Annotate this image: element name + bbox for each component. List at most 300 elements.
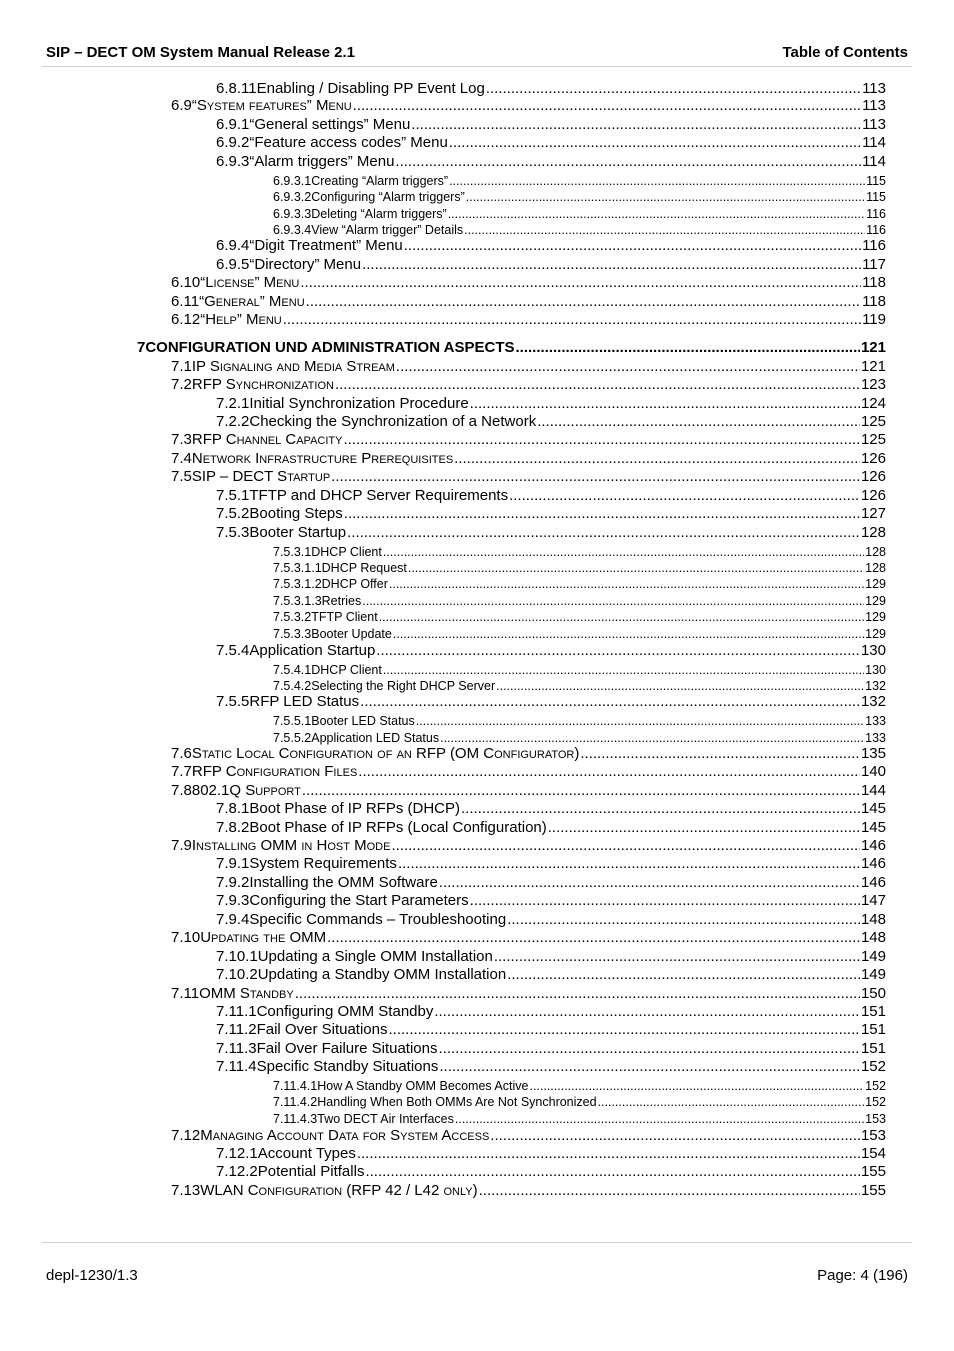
toc-leader-dots [434,1003,860,1020]
toc-leader-dots [393,627,864,641]
toc-entry-number: 7.5 [171,468,192,485]
toc-entry[interactable] [216,505,886,522]
toc-entry-title: CONFIGURATION UND ADMINISTRATION ASPECTS [145,339,515,356]
toc-entry-number: 7.11.4.3 [273,1111,318,1126]
toc-entry-number: 7.5.4 [216,642,250,659]
toc-entry-page: 149 [860,966,886,983]
toc-entry[interactable] [216,1163,886,1180]
toc-leader-dots [461,800,860,817]
toc-entry[interactable] [216,892,886,909]
toc-entry-title: Booter Startup [249,524,347,541]
toc-entry-number: 6.9.4 [216,237,250,254]
toc-entry-title: Network Infrastructure Prerequisites [191,450,454,467]
toc-entry[interactable] [216,256,886,273]
toc-leader-dots [439,1040,860,1057]
toc-entry-title: TFTP Client [311,609,378,624]
toc-entry-number: 7.6 [171,745,192,762]
toc-entry[interactable] [273,207,886,221]
toc-entry-title: Application Startup [249,642,376,659]
toc-entry-title: DHCP Offer [321,576,388,591]
toc-entry-page: 116 [862,237,886,254]
toc-entry-page: 128 [860,524,886,541]
toc-entry-number: 6.9.3.4 [273,222,312,237]
toc-entry-page: 146 [860,874,886,891]
toc-entry-title: Booting Steps [249,505,343,522]
toc-leader-dots [357,1145,860,1162]
toc-entry[interactable] [216,874,886,891]
toc-leader-dots [470,395,860,412]
toc-entry-page: 126 [860,468,886,485]
toc-entry-title: Configuring “Alarm triggers” [311,189,465,204]
toc-entry-number: 7.13 [171,1182,201,1199]
toc-leader-dots [507,911,860,928]
toc-entry-number: 7.5.4.1 [273,662,312,677]
toc-leader-dots [479,1182,860,1199]
toc-entry-page: 153 [860,1127,886,1144]
footer-divider [42,1242,912,1243]
toc-entry[interactable] [216,134,886,151]
toc-entry-page: 140 [860,763,886,780]
toc-entry-number: 7.5.1 [216,487,250,504]
toc-entry[interactable] [273,610,886,624]
toc-entry-page: 129 [865,609,886,624]
toc-leader-dots [395,153,861,170]
toc-entry-title: Updating a Standby OMM Installation [257,966,507,983]
toc-entry-page: 124 [860,395,886,412]
toc-entry-number: 7.5.5.1 [273,713,312,728]
toc-entry[interactable] [171,311,886,328]
toc-entry-title: “Digit Treatment” Menu [249,237,403,254]
toc-entry[interactable] [171,450,886,467]
toc-entry-number: 6.11 [171,293,200,310]
toc-entry-title: “Alarm triggers” Menu [249,153,395,170]
toc-entry-title: Potential Pitfalls [257,1163,365,1180]
toc-entry-page: 117 [862,256,886,273]
toc-entry-page: 114 [862,153,886,170]
toc-entry-number: 7.9.3 [216,892,250,909]
toc-entry-title: “General” Menu [199,293,305,310]
toc-entry[interactable] [216,855,886,872]
toc-entry[interactable] [216,237,886,254]
toc-entry-page: 154 [860,1145,886,1162]
toc-entry-page: 115 [866,189,886,204]
toc-entry-number: 6.9.1 [216,116,250,133]
toc-entry-page: 153 [865,1111,886,1126]
toc-entry-page: 113 [862,97,886,114]
toc-entry-number: 7.2 [171,376,192,393]
toc-entry-number: 7.7 [171,763,192,780]
toc-leader-dots [295,985,860,1002]
toc-leader-dots [396,358,860,375]
toc-entry[interactable] [216,911,886,928]
toc-entry-title: Booter Update [311,626,392,641]
toc-entry[interactable] [216,1145,886,1162]
toc-entry-page: 148 [860,929,886,946]
toc-leader-dots [490,1127,860,1144]
toc-entry-number: 7.5.3.2 [273,609,312,624]
toc-entry-page: 123 [860,376,886,393]
toc-entry-title: Application LED Status [311,730,440,745]
toc-entry-page: 129 [865,576,886,591]
toc-entry-title: IP Signaling and Media Stream [191,358,395,375]
toc-entry-title: Handling When Both OMMs Are Not Synchronized [317,1094,597,1109]
toc-entry-title: WLAN Configuration (RFP 42 / L42 only) [200,1182,478,1199]
toc-entry-page: 126 [860,450,886,467]
toc-leader-dots [360,693,860,710]
toc-entry-page: 146 [860,855,886,872]
toc-entry[interactable] [273,679,886,693]
toc-entry-number: 7.10.1 [216,948,258,965]
toc-entry[interactable] [216,1058,886,1075]
toc-entry-page: 132 [865,678,886,693]
toc-entry[interactable] [216,1021,886,1038]
toc-entry[interactable] [273,577,886,591]
toc-entry-title: DHCP Client [311,662,382,677]
toc-entry-page: 121 [860,339,886,356]
page-number: Page: 4 (196) [817,1266,908,1284]
toc-leader-dots [389,577,864,591]
toc-entry-page: 151 [860,1003,886,1020]
toc-entry-number: 7 [137,339,146,356]
toc-entry-page: 125 [860,431,886,448]
toc-entry-number: 7.9.2 [216,874,250,891]
toc-entry[interactable] [171,293,886,310]
toc-entry-page: 155 [860,1182,886,1199]
toc-entry-number: 6.9.3.2 [273,189,312,204]
toc-entry-page: 152 [860,1058,886,1075]
toc-entry-title: Enabling / Disabling PP Event Log [256,80,485,97]
toc-entry-page: 128 [865,560,886,575]
toc-entry-page: 152 [865,1094,886,1109]
toc-entry-title: “Help” Menu [200,311,282,328]
toc-entry[interactable] [171,763,886,780]
toc-entry-title: Creating “Alarm triggers” [311,173,449,188]
toc-entry-page: 135 [860,745,886,762]
toc-entry[interactable] [137,339,886,356]
toc-entry-number: 7.12 [171,1127,201,1144]
toc-leader-dots [358,763,860,780]
toc-entry-title: RFP Configuration Files [191,763,358,780]
toc-entry-page: 130 [865,662,886,677]
toc-entry-title: Deleting “Alarm triggers” [311,206,447,221]
toc-entry[interactable] [216,966,886,983]
toc-entry-title: RFP Channel Capacity [191,431,343,448]
toc-entry-number: 6.9.5 [216,256,250,273]
toc-leader-dots [449,174,865,188]
toc-entry[interactable] [216,819,886,836]
toc-entry[interactable] [171,358,886,375]
toc-leader-dots [335,376,860,393]
toc-entry-title: Installing OMM in Host Mode [191,837,391,854]
toc-entry-number: 7.5.5 [216,693,250,710]
toc-leader-dots [494,948,860,965]
toc-entry[interactable] [171,1182,886,1199]
toc-entry-title: RFP Synchronization [191,376,334,393]
toc-leader-dots [448,207,865,221]
toc-entry[interactable] [273,190,886,204]
toc-entry-title: “Directory” Menu [249,256,362,273]
toc-leader-dots [439,1058,860,1075]
toc-entry-number: 7.11.3 [216,1040,257,1057]
toc-entry-number: 7.5.3.1.2 [273,576,322,591]
toc-leader-dots [411,116,861,133]
toc-entry-title: 802.1Q Support [191,782,301,799]
toc-leader-dots [509,487,860,504]
toc-entry-number: 6.9.3 [216,153,250,170]
toc-entry-number: 6.9.3.1 [273,173,312,188]
toc-entry-page: 151 [860,1021,886,1038]
toc-leader-dots [529,1079,864,1093]
toc-entry[interactable] [273,223,886,237]
toc-entry-number: 7.9.4 [216,911,250,928]
toc-entry[interactable] [273,174,886,188]
toc-entry-page: 146 [860,837,886,854]
toc-entry-title: Retries [321,593,362,608]
toc-entry[interactable] [171,274,886,291]
toc-leader-dots [464,223,865,237]
toc-entry-page: 118 [862,293,886,310]
toc-entry-number: 7.11 [171,985,200,1002]
toc-entry-title: How A Standby OMM Becomes Active [317,1078,529,1093]
toc-entry-page: 115 [866,173,886,188]
toc-entry-page: 144 [860,782,886,799]
toc-entry-number: 7.5.3.1.1 [273,560,322,575]
toc-entry-number: 7.1 [171,358,192,375]
toc-entry-page: 118 [862,274,886,291]
toc-entry-title: Configuring OMM Standby [256,1003,434,1020]
toc-entry[interactable] [216,642,886,659]
toc-leader-dots [331,468,860,485]
toc-leader-dots [404,237,861,254]
toc-leader-dots [580,745,860,762]
toc-entry-number: 7.11.1 [216,1003,257,1020]
toc-entry-number: 6.9 [171,97,192,114]
toc-entry-number: 7.9 [171,837,192,854]
toc-entry-number: 6.9.2 [216,134,250,151]
toc-entry-number: 7.10 [171,929,201,946]
toc-entry-title: “System features” Menu [191,97,352,114]
toc-entry-number: 7.2.1 [216,395,250,412]
toc-entry-page: 155 [860,1163,886,1180]
toc-entry-title: “Feature access codes” Menu [249,134,448,151]
toc-entry-page: 127 [860,505,886,522]
toc-entry-number: 7.8 [171,782,192,799]
toc-entry[interactable] [216,116,886,133]
toc-leader-dots [376,642,860,659]
toc-leader-dots [343,431,860,448]
toc-entry-page: 130 [860,642,886,659]
toc-entry-page: 148 [860,911,886,928]
toc-leader-dots [537,413,860,430]
toc-entry[interactable] [171,97,886,114]
toc-entry-title: RFP LED Status [249,693,360,710]
toc-leader-dots [598,1095,865,1109]
toc-leader-dots [353,97,861,114]
toc-entry-number: 7.5.3.1 [273,544,312,559]
toc-entry[interactable] [273,627,886,641]
toc-entry-number: 6.10 [171,274,201,291]
toc-entry[interactable] [273,1112,886,1126]
toc-entry-title: DHCP Request [321,560,407,575]
toc-entry-page: 114 [862,134,886,151]
toc-entry-title: OMM Standby [199,985,294,1002]
toc-entry-number: 7.5.3.3 [273,626,312,641]
toc-entry[interactable] [216,693,886,710]
toc-entry-page: 116 [866,206,886,221]
toc-leader-dots [306,293,861,310]
toc-entry-number: 7.5.5.2 [273,730,312,745]
toc-entry[interactable] [171,1127,886,1144]
toc-entry-page: 150 [860,985,886,1002]
toc-entry-title: Configuring the Start Parameters [249,892,469,909]
toc-leader-dots [391,837,860,854]
toc-entry-page: 133 [865,713,886,728]
toc-entry[interactable] [171,745,886,762]
toc-leader-dots [383,545,864,559]
toc-entry-title: System Requirements [249,855,397,872]
toc-leader-dots [416,714,864,728]
toc-entry-number: 7.10.2 [216,966,258,983]
toc-entry-number: 7.11.4.2 [273,1094,318,1109]
toc-entry[interactable] [216,153,886,170]
toc-leader-dots [548,819,860,836]
toc-leader-dots [388,1021,859,1038]
toc-entry-page: 126 [860,487,886,504]
toc-leader-dots [398,855,860,872]
toc-entry-number: 6.9.3.3 [273,206,312,221]
toc-entry-title: Initial Synchronization Procedure [249,395,469,412]
toc-leader-dots [516,339,860,356]
toc-entry-number: 7.5.3 [216,524,250,541]
toc-entry-page: 132 [860,693,886,710]
toc-entry-title: Boot Phase of IP RFPs (DHCP) [249,800,461,817]
toc-entry[interactable] [273,731,886,745]
toc-entry-number: 7.12.1 [216,1145,258,1162]
toc-entry-title: “License” Menu [200,274,300,291]
toc-entry-title: Static Local Configuration of an RFP (OM Configurator) [191,745,580,762]
toc-entry[interactable] [171,929,886,946]
toc-leader-dots [486,80,861,97]
toc-leader-dots [466,190,865,204]
toc-entry-title: Specific Standby Situations [256,1058,439,1075]
toc-entry[interactable] [171,782,886,799]
toc-entry-page: 145 [860,819,886,836]
toc-leader-dots [454,450,860,467]
toc-entry[interactable] [216,800,886,817]
toc-entry-page: 119 [862,311,886,328]
toc-entry-title: Boot Phase of IP RFPs (Local Configuration) [249,819,547,836]
toc-leader-dots [439,874,860,891]
toc-entry[interactable] [171,837,886,854]
toc-entry[interactable] [273,1079,886,1093]
toc-entry-title: Checking the Synchronization of a Network [249,413,537,430]
toc-leader-dots [496,679,864,693]
toc-entry-title: “General settings” Menu [249,116,411,133]
toc-entry-page: 133 [865,730,886,745]
document-id: depl-1230/1.3 [46,1266,138,1284]
toc-leader-dots [300,274,861,291]
toc-leader-dots [365,1163,860,1180]
toc-entry[interactable] [171,468,886,485]
toc-entry[interactable] [216,948,886,965]
toc-entry-page: 149 [860,948,886,965]
toc-entry-title: View “Alarm trigger” Details [311,222,464,237]
toc-entry[interactable] [273,594,886,608]
toc-entry-number: 7.5.3.1.3 [273,593,322,608]
toc-leader-dots [302,782,860,799]
toc-entry-page: 147 [860,892,886,909]
toc-entry-number: 7.5.4.2 [273,678,312,693]
toc-leader-dots [362,594,864,608]
toc-entry-title: Booter LED Status [311,713,415,728]
toc-entry[interactable] [216,1040,886,1057]
toc-leader-dots [449,134,861,151]
toc-entry-number: 6.8.11 [216,80,257,97]
page-footer [46,1264,908,1286]
toc-entry-number: 7.11.2 [216,1021,257,1038]
toc-entry-title: Installing the OMM Software [249,874,438,891]
toc-entry-title: TFTP and DHCP Server Requirements [249,487,509,504]
toc-entry-number: 7.4 [171,450,192,467]
toc-entry-number: 7.11.4.1 [273,1078,318,1093]
toc-entry-title: Specific Commands – Troubleshooting [249,911,507,928]
toc-entry-title: Updating the OMM [200,929,327,946]
toc-entry[interactable] [273,1095,886,1109]
toc-entry-number: 7.2.2 [216,413,250,430]
section-title: Table of Contents [782,43,908,61]
toc-entry-number: 6.12 [171,311,201,328]
toc-leader-dots [379,610,864,624]
toc-entry[interactable] [216,395,886,412]
toc-entry-title: Fail Over Situations [256,1021,388,1038]
toc-entry[interactable] [171,985,886,1002]
toc-entry[interactable] [171,376,886,393]
toc-entry-number: 7.5.2 [216,505,250,522]
toc-entry-page: 125 [860,413,886,430]
toc-entry[interactable] [171,431,886,448]
toc-entry-title: DHCP Client [311,544,382,559]
toc-entry[interactable] [273,714,886,728]
toc-entry-page: 116 [866,222,886,237]
toc-leader-dots [470,892,860,909]
toc-entry-page: 145 [860,800,886,817]
toc-entry-page: 151 [860,1040,886,1057]
toc-leader-dots [455,1112,864,1126]
toc-entry[interactable] [216,413,886,430]
toc-entry[interactable] [216,80,886,97]
toc-entry[interactable] [273,561,886,575]
toc-entry-number: 7.3 [171,431,192,448]
toc-entry-page: 113 [862,80,886,97]
toc-entry[interactable] [273,545,886,559]
toc-entry-title: Updating a Single OMM Installation [257,948,493,965]
toc-leader-dots [362,256,861,273]
toc-leader-dots [383,663,864,677]
toc-leader-dots [507,966,860,983]
toc-entry-page: 129 [865,593,886,608]
toc-entry-title: Fail Over Failure Situations [256,1040,438,1057]
toc-entry-number: 7.8.2 [216,819,250,836]
toc-entry[interactable] [216,487,886,504]
toc-leader-dots [344,505,860,522]
toc-entry[interactable] [216,524,886,541]
toc-entry-number: 7.11.4 [216,1058,257,1075]
toc-entry[interactable] [273,663,886,677]
toc-entry[interactable] [216,1003,886,1020]
toc-entry-page: 128 [865,544,886,559]
toc-leader-dots [408,561,864,575]
toc-entry-number: 7.9.1 [216,855,250,872]
